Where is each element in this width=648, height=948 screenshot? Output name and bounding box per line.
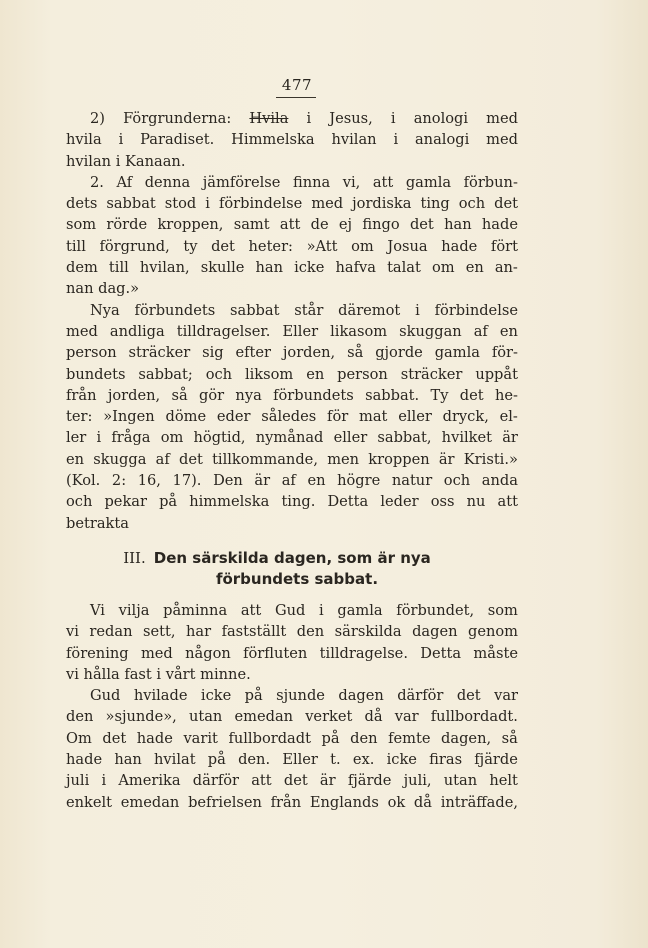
- text-line: vi redan sett, har fastställt den särskilda dagen genom: [66, 623, 518, 641]
- text-line: från jorden, så gör nya förbundets sabbat. Ty det he-: [66, 386, 518, 404]
- text-line: som rörde kroppen, samt att de ej fingo det han hade: [66, 216, 518, 234]
- text-line: och pekar på himmelska ting. Detta leder oss nu att: [66, 493, 518, 511]
- text-line: 2) Förgrunderna: Hvila i Jesus, i anologi med: [90, 110, 518, 127]
- text-line: Nya förbundets sabbat står däremot i förbindelse: [90, 301, 518, 319]
- text-line: ler i fråga om högtid, nymånad eller sabbat, hvilket är: [66, 429, 518, 447]
- page-number: 477: [281, 76, 313, 94]
- text-line: person sträcker sig efter jorden, så gjorde gamla för-: [66, 344, 518, 362]
- text-line: ter: »Ingen döme eder således för mat eller dryck, el-: [66, 408, 518, 426]
- section-title-part-1: Den särskilda dagen, som är nya: [153, 548, 431, 567]
- text-line: dem till hvilan, skulle han icke hafva talat om en an-: [66, 259, 518, 277]
- text-line: Vi vilja påminna att Gud i gamla förbundet, som: [90, 601, 518, 619]
- text-line: förening med någon förfluten tilldragelse. Detta måste: [66, 644, 518, 662]
- text-line: Om det hade varit fullbordadt på den femte dagen, så: [66, 729, 518, 747]
- text-line: med andliga tilldragelser. Eller likasom skuggan af en: [66, 322, 518, 340]
- text-line: (Kol. 2: 16, 17). Den är af en högre natur och anda: [66, 472, 518, 490]
- text-line: hvilan i Kanaan.: [66, 152, 186, 170]
- text-line: vi hålla fast i vårt minne.: [66, 665, 251, 683]
- body-text: [66, 108, 518, 813]
- page-number-rule: [276, 97, 316, 98]
- section-title-part-2: förbundets sabbat.: [215, 569, 379, 588]
- text-line: nan dag.»: [66, 280, 140, 298]
- text-line: 2. Af denna jämförelse finna vi, att gamla förbun-: [90, 173, 518, 191]
- text-line: dets sabbat stod i förbindelse med jordiska ting och det: [66, 195, 518, 213]
- text-line: betrakta: [66, 514, 129, 532]
- text-line: till förgrund, ty det heter: »Att om Josua hade fört: [66, 237, 518, 255]
- text-line: Gud hvilade icke på sjunde dagen därför det var: [90, 687, 518, 705]
- section-heading-line-1: [76, 548, 518, 569]
- text-line: bundets sabbat; och liksom en person sträcker uppåt: [66, 365, 518, 383]
- text-line: juli i Amerika därför att det är fjärde juli, utan helt: [66, 772, 518, 790]
- section-numeral: III.: [123, 548, 146, 567]
- text-line: hade han hvilat på den. Eller t. ex. icke firas fjärde: [66, 751, 518, 769]
- text-line: den »sjunde», utan emedan verket då var fullbordadt.: [66, 708, 518, 726]
- text-line: en skugga af det tillkommande, men kroppen är Kristi.»: [66, 450, 518, 468]
- section-heading: [66, 548, 518, 590]
- text-line: hvila i Paradiset. Himmelska hvilan i analogi med: [66, 131, 518, 149]
- text-line: enkelt emedan befrielsen från Englands ok då inträffade,: [66, 793, 518, 811]
